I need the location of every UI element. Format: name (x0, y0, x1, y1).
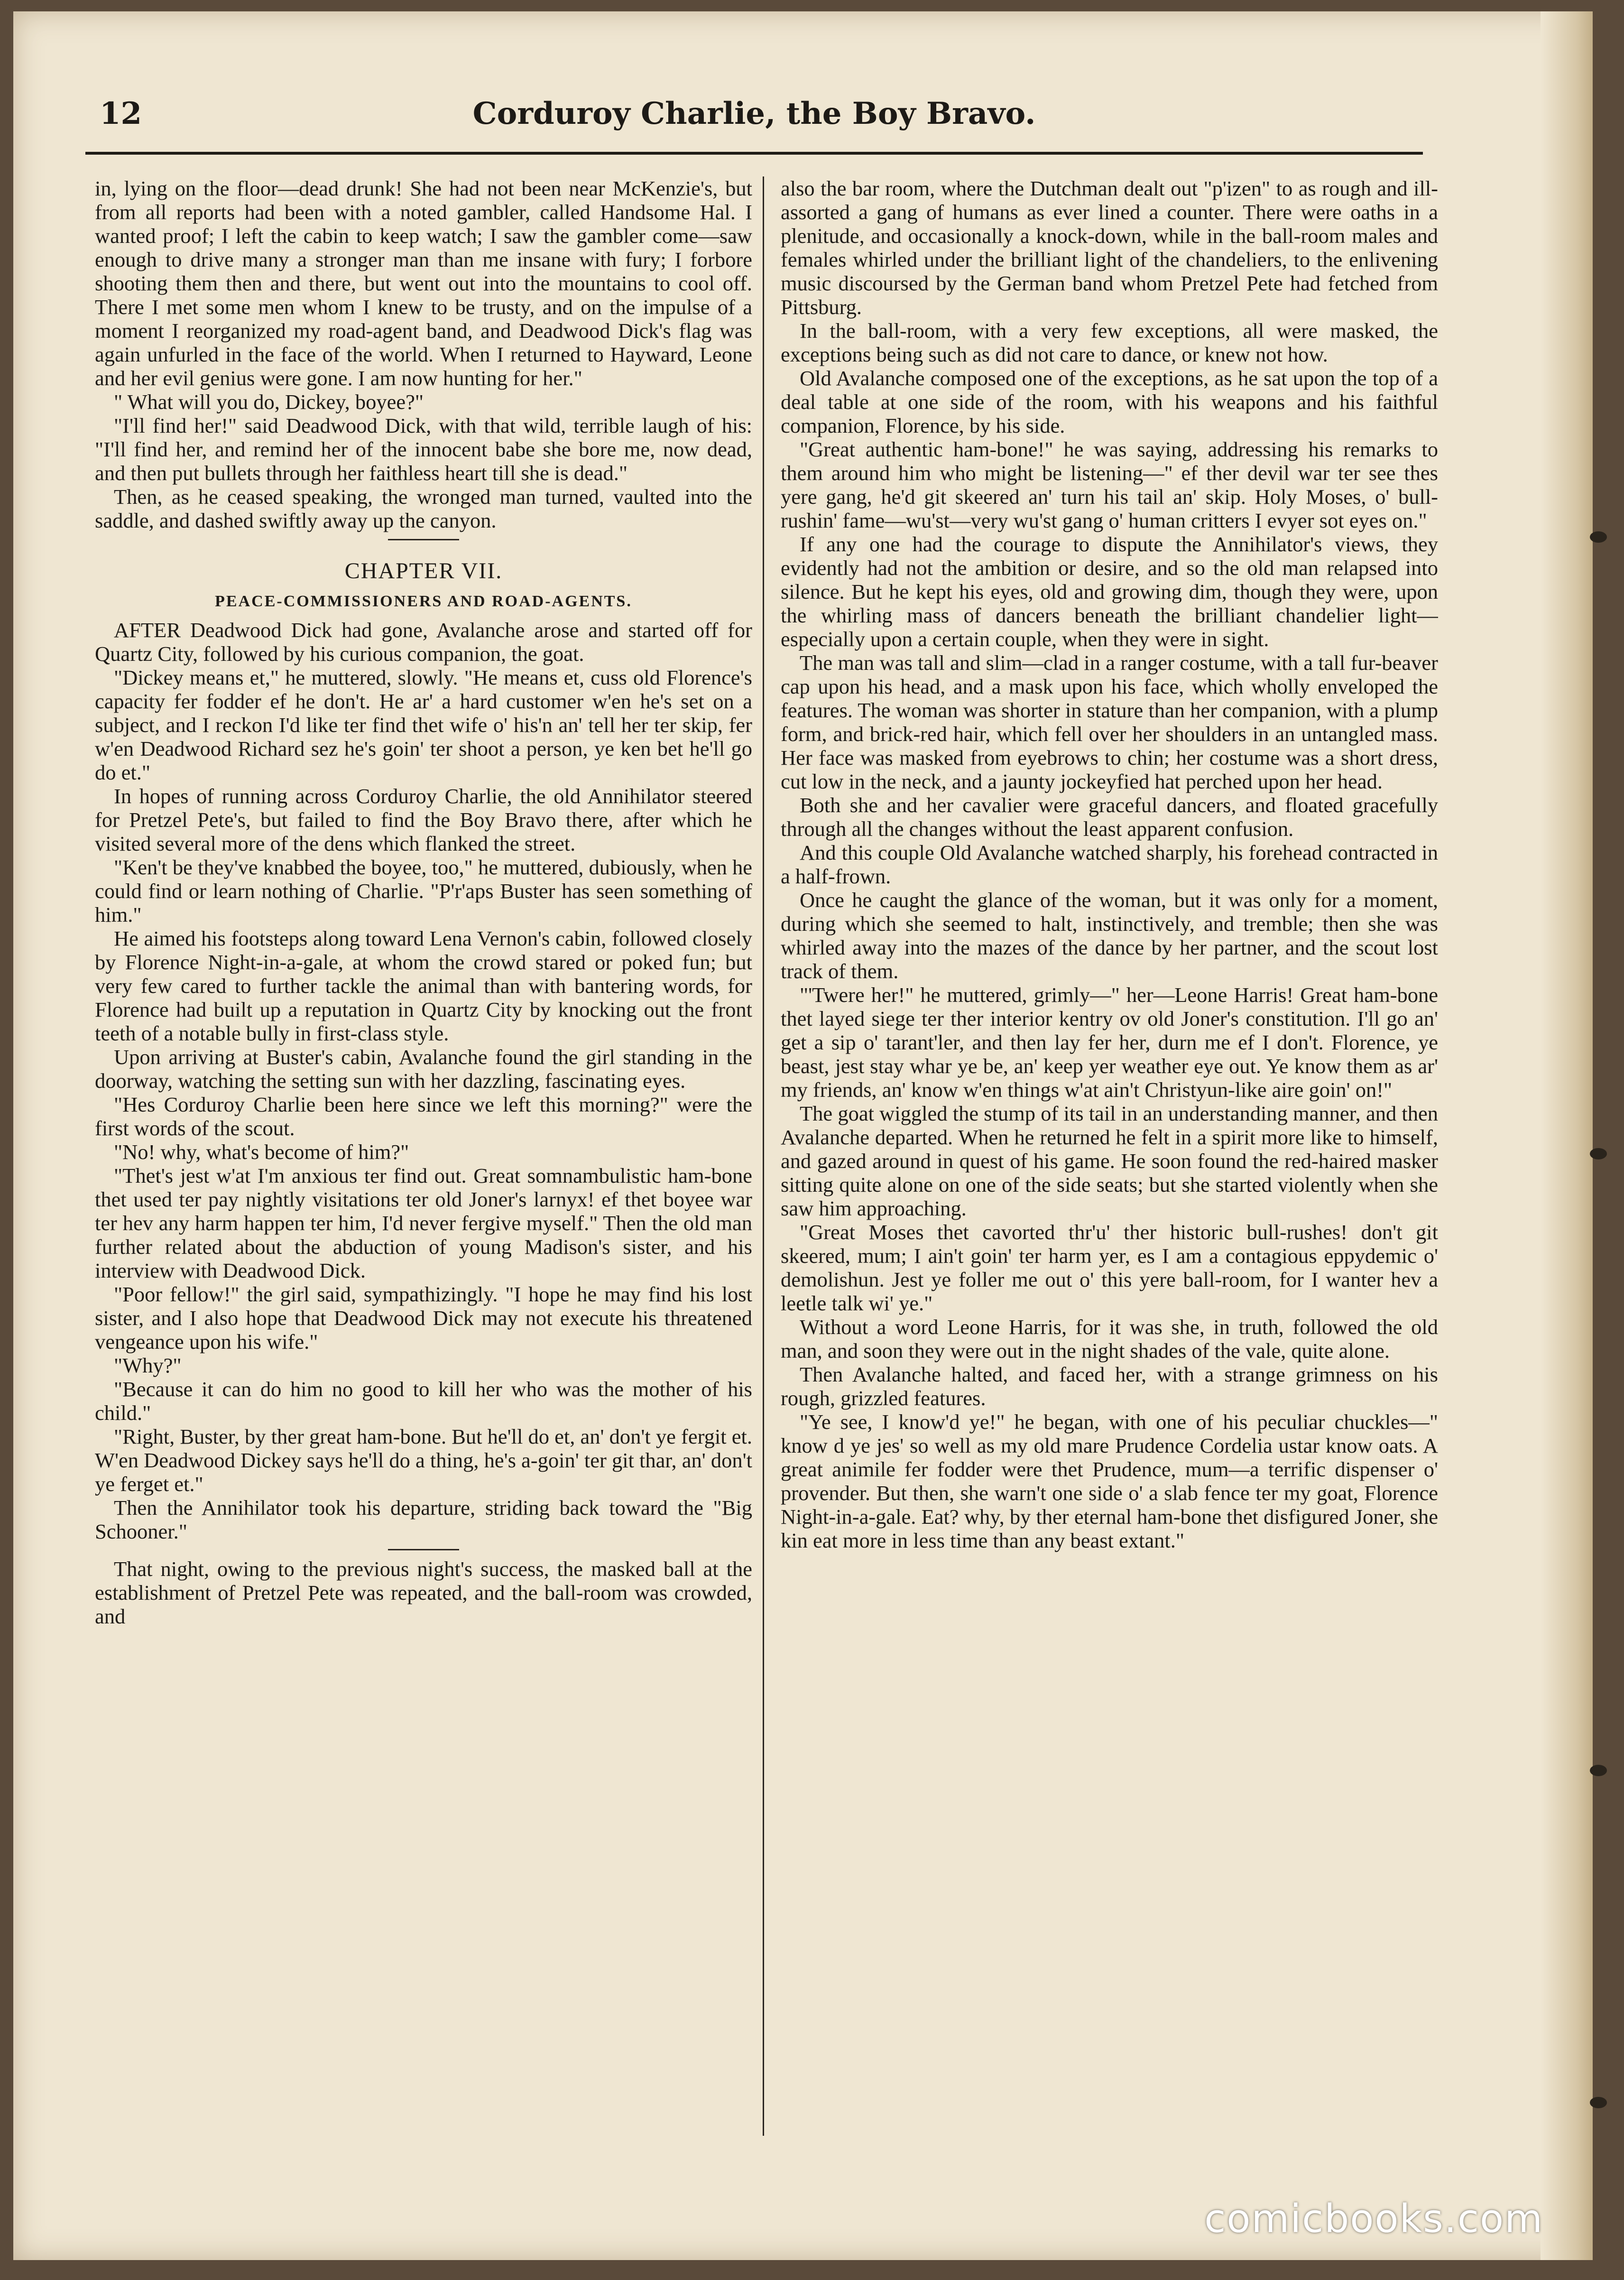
paragraph: Upon arriving at Buster's cabin, Avalanche found the girl standing in the doorway, watching the setting sun with her dazzling, fascinating eyes. (95, 1045, 752, 1093)
paragraph: "'Twere her!" he muttered, grimly—" her—Leone Harris! Great ham-bone thet layed siege ter ther interior kentry ov old Joner's constitution. I'll go an' get a sip o' tarant'ler, and then lay fer her, durn me ef I don't. Florence, ye beast, jest stay whar ye be, an' keep yer weather eye out. Ye know them as ar' my friends, an' know w'en things w'at ain't Christyun-like aire goin' on!" (781, 983, 1438, 1102)
paragraph: "Because it can do him no good to kill her who was the mother of his child." (95, 1377, 752, 1425)
paragraph: "I'll find her!" said Deadwood Dick, with that wild, terrible laugh of his: "I'll find her, and remind her of the innocent babe she bore me, now dead, and then put bullets through her faithless heart till she is dead." (95, 414, 752, 485)
paragraph: Then, as he ceased speaking, the wronged man turned, vaulted into the saddle, and dashed swiftly away up the canyon. (95, 485, 752, 532)
paragraph: also the bar room, where the Dutchman dealt out "p'izen" to as rough and ill-assorted a gang of humans as ever lined a counter. There were oaths in a plenitude, and occasionally a knock-down, while in the ball-room males and females whirled under the brilliant light of the chandeliers, to the enlivening music discoursed by the German band whom Pretzel Pete had fetched from Pittsburg. (781, 176, 1438, 319)
page-number: 12 (100, 96, 142, 131)
paragraph: Without a word Leone Harris, for it was she, in truth, followed the old man, and soon they were out in the night shades of the vale, quite alone. (781, 1315, 1438, 1362)
paragraph: "Why?" (114, 1353, 182, 1377)
paragraph: In the ball-room, with a very few exceptions, all were masked, the exceptions being such as did not care to dance, or knew not how. (781, 319, 1438, 366)
paragraph: Once he caught the glance of the woman, but it was only for a moment, during which she seemed to halt, instinctively, and tremble; then she was whirled away into the mazes of the dance by her partner, and the scout lost track of them. (781, 888, 1438, 983)
paragraph: AFTER Deadwood Dick had gone, Avalanche arose and started off for Quartz City, followed by his curious companion, the goat. (95, 618, 752, 666)
paragraph: "Thet's jest w'at I'm anxious ter find out. Great somnambulistic ham-bone thet used ter pay nightly visitations ter old Joner's larnyx! ef thet boyee war ter hev any harm happen ter him, I'd never fergive myself." Then the old man further related about the abduction of young Madison's sister, and his interview with Deadwood Dick. (95, 1164, 752, 1282)
paragraph: "No! why, what's become of him?" (114, 1140, 409, 1164)
binding-hole (1590, 2097, 1607, 2108)
paragraph: Then the Annihilator took his departure, striding back toward the "Big Schooner." (95, 1496, 752, 1543)
paragraph: "Dickey means et," he muttered, slowly. "He means et, cuss old Florence's capacity fer fodder ef he don't. He ar' a hard customer w'en he's set on a subject, and I reckon I'd like ter find thet wife o' his'n an' tell her ter skip, fer w'en Deadwood Richard sez he's goin' ter shoot a person, ye ken bet he'll go do et." (95, 666, 752, 784)
paragraph: The goat wiggled the stump of its tail in an understanding manner, and then Avalanche departed. When he returned he felt in a spirit more like to himself, and gazed around in quest of his game. He soon found the red-haired masker sitting quite alone on one of the side seats; but she started violently when she saw him approaching. (781, 1102, 1438, 1220)
section-rule (388, 1549, 459, 1550)
paragraph: And this couple Old Avalanche watched sharply, his forehead contracted in a half-frown. (781, 841, 1438, 888)
text-column-right (781, 176, 1438, 2155)
paragraph: "Great authentic ham-bone!" he was saying, addressing his remarks to them around him who might be listening—" ef ther devil war ter see thes yere gang, he'd git skeered an' turn his tail an' skip. Holy Moses, o' bull-rushin' fame—wu'st—very wu'st gang o' human critters I evyer sot eyes on." (781, 437, 1438, 532)
text-column-left (95, 176, 752, 2155)
paragraph: "Ye see, I know'd ye!" he began, with one of his peculiar chuckles—" know d ye jes' so well as my old mare Prudence Cordelia ustar know oats. A great animile fer fodder were thet Prudence, mum—a terrific dispenser o' provender. But then, she warn't one side o' a slab fence ter my goat, Florence Night-in-a-gale. Eat? why, by ther eternal ham-bone thet disfigured Joner, she kin eat more in less time than any beast extant." (781, 1410, 1438, 1552)
paragraph: Then Avalanche halted, and faced her, with a strange grimness on his rough, grizzled features. (781, 1362, 1438, 1410)
paragraph: In hopes of running across Corduroy Charlie, the old Annihilator steered for Pretzel Pete's, but failed to find the Boy Bravo there, after which he visited several more of the dens which flanked the street. (95, 784, 752, 855)
column-divider (763, 176, 764, 2136)
paragraph: "Great Moses thet cavorted thr'u' ther historic bull-rushes! don't git skeered, mum; I ain't goin' ter harm yer, es I am a contagious eppydemic o' demolishun. Jest ye foller me out o' this yere ball-room, for I wanter hev a leetle talk wi' ye." (781, 1220, 1438, 1315)
paragraph: That night, owing to the previous night's success, the masked ball at the establishment of Pretzel Pete was repeated, and the ball-room was crowded, and (95, 1557, 752, 1628)
paragraph: "Ken't be they've knabbed the boyee, too," he muttered, dubiously, when he could find or learn nothing of Charlie. "P'r'aps Buster has seen something of him." (95, 855, 752, 927)
paragraph: "Poor fellow!" the girl said, sympathizingly. "I hope he may find his lost sister, and I also hope that Deadwood Dick may not execute his threatened vengeance upon his wife." (95, 1282, 752, 1353)
paragraph: Both she and her cavalier were graceful dancers, and floated gracefully through all the changes without the least apparent confusion. (781, 793, 1438, 841)
running-title: Corduroy Charlie, the Boy Bravo. (472, 96, 1036, 131)
chapter-title: CHAPTER VII. (344, 558, 503, 584)
paragraph: "Hes Corduroy Charlie been here since we left this morning?" were the first words of the scout. (95, 1093, 752, 1140)
paragraph: He aimed his footsteps along toward Lena Vernon's cabin, followed closely by Florence Night-in-a-gale, at whom the crowd stared or poked fun; but very few cared to further tackle the animal than with bantering words, for Florence had built up a reputation in Quartz City by knocking out the front teeth of a notable bully in first-class style. (95, 927, 752, 1045)
page-edge (1541, 11, 1593, 2260)
page-header (85, 93, 1423, 133)
chapter-subtitle: PEACE-COMMISSIONERS AND ROAD-AGENTS. (215, 593, 632, 610)
paragraph: The man was tall and slim—clad in a ranger costume, with a tall fur-beaver cap upon his head, and a mask upon his face, which wholly enveloped the features. The woman was shorter in stature than her companion, with a plump form, and brick-red hair, which fell over her shoulders in an untangled mass. Her face was masked from eyebrows to chin; her costume was a short dress, cut low in the neck, and a jaunty jockeyfied hat perched upon her head. (781, 651, 1438, 793)
binding-hole (1590, 1148, 1607, 1159)
section-rule (388, 539, 459, 540)
binding-hole (1590, 531, 1607, 543)
header-rule (85, 152, 1423, 155)
watermark: comicbooks.com (1204, 2197, 1543, 2242)
binding-hole (1590, 1765, 1607, 1776)
paragraph: If any one had the courage to dispute the Annihilator's views, they evidently had not the ambition or desire, and so the old man relapsed into silence. But he kept his eyes, old and growing dim, though they were, upon the whirling mass of dancers beneath the brilliant chandelier light—especially upon a certain couple, when they were in sight. (781, 532, 1438, 651)
paragraph: in, lying on the floor—dead drunk! She had not been near McKenzie's, but from all reports had been with a noted gambler, called Handsome Hal. I wanted proof; I left the cabin to keep watch; I saw the gambler come—saw enough to drive many a stronger man than me insane with fury; I forbore shooting them then and there, but went out into the mountains to cool off. There I met some men whom I knew to be trusty, and on the impulse of a moment I reorganized my road-agent band, and Deadwood Dick's flag was again unfurled in the face of the world. When I returned to Hayward, Leone and her evil genius were gone. I am now hunting for her." (95, 176, 752, 390)
paragraph: "Right, Buster, by ther great ham-bone. But he'll do et, an' don't ye fergit et. W'en Deadwood Dickey says he'll do a thing, he's a-goin' ter git thar, an' don't ye ferget et." (95, 1425, 752, 1496)
paragraph: Old Avalanche composed one of the exceptions, as he sat upon the top of a deal table at one side of the room, with his weapons and his faithful companion, Florence, by his side. (781, 366, 1438, 437)
paragraph: " What will you do, Dickey, boyee?" (114, 390, 424, 414)
